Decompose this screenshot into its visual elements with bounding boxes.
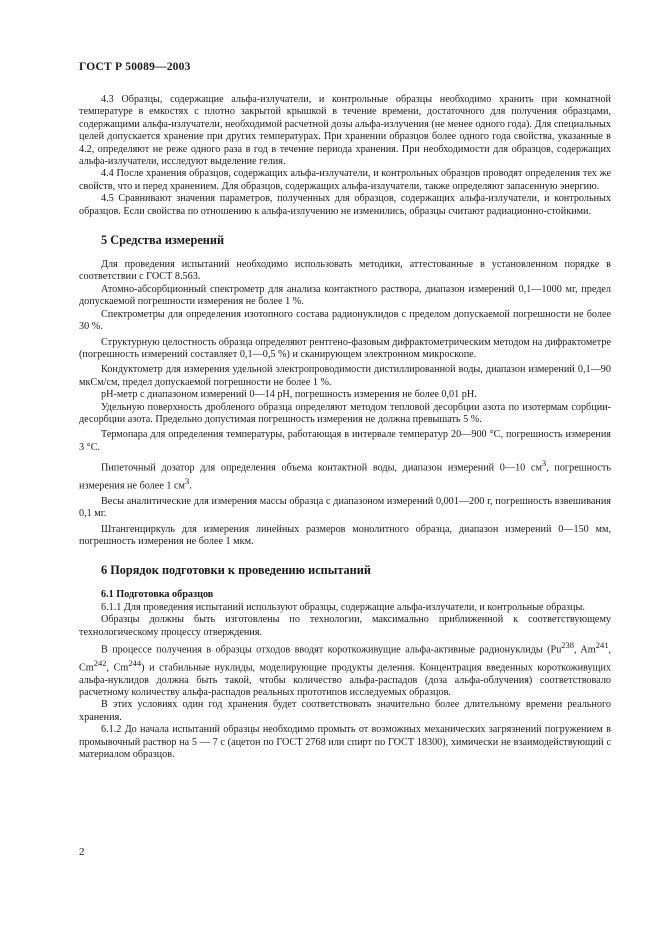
isotope-mass: 242 xyxy=(93,657,107,668)
document-header: ГОСТ Р 50089—2003 xyxy=(79,61,191,73)
page-body xyxy=(79,94,611,761)
section-6-title: 6 Порядок подготовки к проведению испытаний xyxy=(101,563,371,578)
isotope-sep: , Am xyxy=(574,644,596,656)
paragraph-5-1: Атомно-абсорбционный спектрометр для анализа контактного раствора, диапазон измерений 0,1—1000 мг, предел допускаемой погрешности измерения не более 1 %. xyxy=(79,283,611,308)
paragraph-4-4: 4.4 После хранения образцов, содержащих альфа-излучатели, и контрольных образцов проводят определения тех же свойств, что и перед хранением. Для образцов, содержащих альфа-излучатели, также определяют запасенную энергию. xyxy=(79,168,611,192)
paragraph-4-3: 4.3 Образцы, содержащие альфа-излучатели, и контрольные образцы необходимо хранить при комнатной температуре в емкостях с плотно закрытой крышкой в течение времени, достаточного для получения образцами, содержащими альфа-излучатели, необходимой расчетной дозы альфа-излучения (не менее одного года). Для специальных целей допускается хранение при других температурах. При хранении образцов более одного года свойства, указанные в 4.2, определяют не реже одного раза в год в течение периода хранения. При необходимости для образцов, содержащих альфа-излучатели, исследуют выделение гелия. xyxy=(79,94,611,168)
superscript-cube: 3 xyxy=(185,475,190,486)
paragraph-6-tech: Образцы должны быть изготовлены по технологии, максимально приближенной к соответствующему технологическому процессу отверждения. xyxy=(79,614,611,638)
isotope-mass: 241 xyxy=(595,640,609,650)
isotope-sep: , Cm xyxy=(79,644,612,674)
paragraph-5-0: Для проведения испытаний необходимо использовать методики, аттестованные в установленном порядке в соответствии с ГОСТ 8.563. xyxy=(79,259,611,283)
paragraph-6-year: В этих условиях один год хранения будет соответствовать значительно более длительному времени реального хранения. xyxy=(79,699,611,723)
pipette-text-b: , погрешность измерения не более 1 см xyxy=(79,462,611,492)
paragraph-5-scales: Весы аналитические для измерения массы образца с диапазоном измерений 0,001—200 г, погрешность взвешивания 0,1 мг. xyxy=(79,495,611,520)
isotope-mass: 238 xyxy=(561,640,575,650)
paragraph-5-pipette xyxy=(79,457,611,493)
isotope-sep: , Cm xyxy=(106,662,129,674)
paragraph-5-3: Структурную целостность образца определяют рентгено-фазовым дифрактометрическим методом на дифрактометре (погрешность измерений составляет 0,1—0,5 %) и сканирующем электронном микроскопе. xyxy=(79,336,611,360)
page-number: 2 xyxy=(79,846,85,858)
pipette-text-a: Пипеточный дозатор для определения объема контактной воды, диапазон измерений 0—10 см xyxy=(101,462,542,474)
paragraph-6-1-1: 6.1.1 Для проведения испытаний используют образцы, содержащие альфа-излучатели, и контрольные образцы. xyxy=(101,601,585,613)
section-5-title: 5 Средства измерений xyxy=(101,233,225,248)
paragraph-4-5: 4.5 Сравнивают значения параметров, полученных для образцов, содержащих альфа-излучатели, и контрольных образцов. Если свойства по отношению к альфа-излучению не изменились, образцы считают радиационно-стойкими. xyxy=(79,193,611,217)
pipette-text-c: . xyxy=(189,480,192,492)
isotope-mass: 244 xyxy=(128,657,142,668)
paragraph-5-5: pH-метр с диапазоном измерений 0—14 pH, погрешность измерения не более 0,01 pH. xyxy=(101,389,477,401)
superscript-cube: 3 xyxy=(541,458,547,469)
paragraph-6-1-2: 6.1.2 До начала испытаний образцы необходимо промыть от возможных механических загрязнений погружением в промывочный раствор на 5 — 7 с (ацетон по ГОСТ 2768 или спирт по ГОСТ 18300), химически не взаимодействующий с материалом образцов. xyxy=(79,724,611,761)
isotopes-text-a: В процессе получения в образцы отходов вводят короткоживущие альфа-активные радионуклиды (Pu xyxy=(101,644,562,656)
paragraph-5-4: Кондуктометр для измерения удельной электропроводимости дистиллированной воды, диапазон измерений 0,1—90 мкСм/см, предел допускаемой погрешности не более 1 %. xyxy=(79,364,611,388)
paragraph-5-6: Удельную поверхность дробленого образца определяют методом тепловой десорбции азота по изотермам сорбции-десорбции азота. Предельно допустимая погрешность измерения не должна превышать 5 %. xyxy=(79,401,611,425)
paragraph-5-2: Спектрометры для определения изотопного состава радионуклидов с пределом допускаемой погрешности не более 30 %. xyxy=(79,308,611,333)
subsection-6-1-title: 6.1 Подготовка образцов xyxy=(101,589,214,601)
paragraph-5-caliper: Штангенциркуль для измерения линейных размеров монолитного образца, диапазон измерений 0—150 мм, погрешность измерения не более 1 мкм. xyxy=(79,523,611,547)
paragraph-6-isotopes xyxy=(79,639,611,699)
paragraph-5-7: Термопара для определения температуры, работающая в интервале температур 20—900 °С, погрешность измерения 3 °С. xyxy=(79,429,611,453)
isotopes-text-b: ) и стабильные нуклиды, моделирующие продукты деления. Концентрация введенных короткоживущих альфа-нуклидов должна быть такой, чтобы количество альфа-распадов (доза альфа-облучения) соответствовало расчетному количеству альфа-распадов реальных прототипов исследуемых образцов. xyxy=(79,662,611,698)
